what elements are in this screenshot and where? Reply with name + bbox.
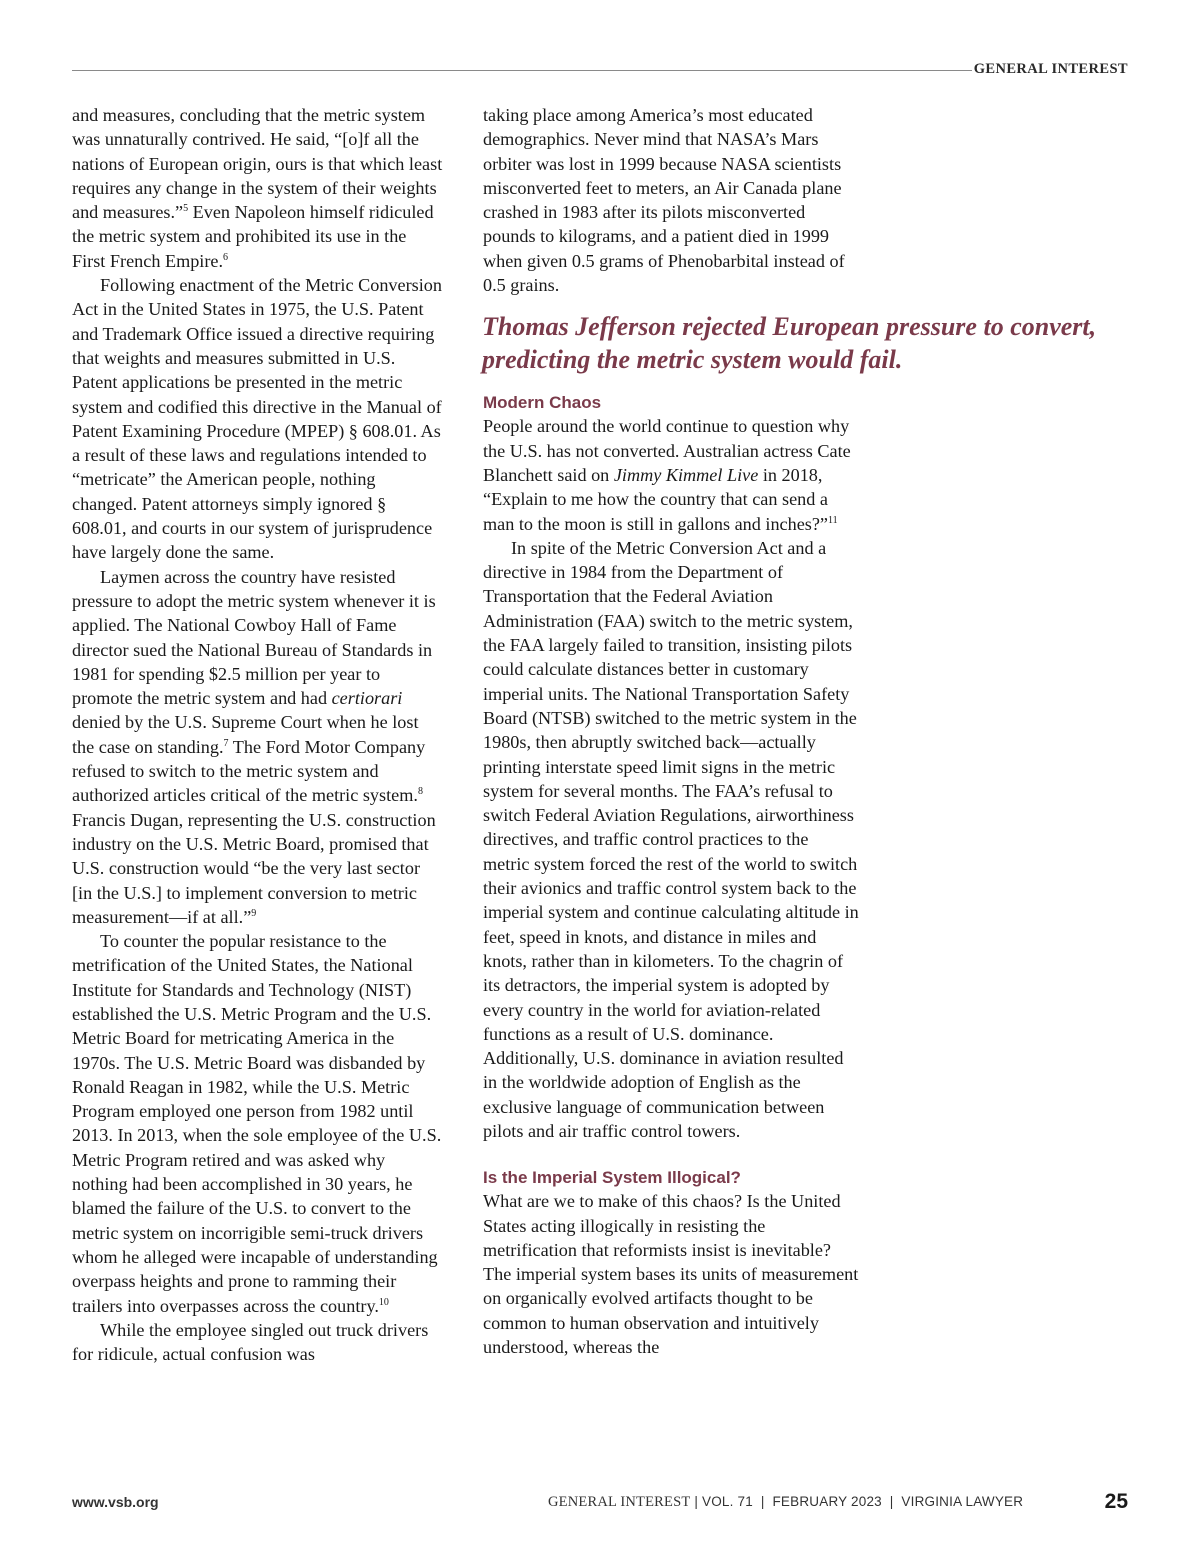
body-paragraph: In spite of the Metric Conversion Act and a directive in 1984 from the Department of Transportation that the Federal Aviation Administration (FAA) switch to the metric system, the FAA largely failed to transition, insisting pilots could calculate distances better in customary imperial units. The National Transportation Safety Board (NTSB) switched to the metric system in the 1980s, then abruptly switched back—actually printing interstate speed limit signs in the metric system for several months. The FAA’s refusal to switch Federal Aviation Regulations, airworthiness directives, and traffic control practices to the metric system forced the rest of the world to switch their avionics and traffic control system back to the imperial system and continue calculating altitude in feet, speed in knots, and distance in miles and knots, rather than in kilometers. To the chagrin of its detractors, the imperial system is adopted by every country in the world for aviation-related functions as a result of U.S. dominance. Additionally, U.S. dominance in aviation resulted in the worldwide adoption of English as the exclusive language of communication between pilots and air traffic control towers. [483, 537, 859, 1141]
body-paragraph: What are we to make of this chaos? Is the United States acting illogically in resisting the metrification that reformists insist is inevitable? The imperial system bases its units of measurement on organically evolved artifacts thought to be common to human observation and intuitively understood, whereas the [483, 1191, 859, 1358]
footnote-ref: 10 [378, 1296, 389, 1308]
footer-publication: VIRGINIA LAWYER [901, 1494, 1024, 1509]
footnote-ref: 5 [183, 203, 189, 215]
footer-section: GENERAL INTEREST [548, 1494, 691, 1510]
pull-quote: Thomas Jefferson rejected European pressure to convert, predicting the metric system would fail. [482, 312, 1097, 374]
section-heading-imperial-system: Is the Imperial System Illogical? [483, 1168, 741, 1188]
body-paragraph: and measures, concluding that the metric system was unnaturally contrived. He said, “[o]f all the nations of European origin, ours is that which least requires any change in the system of their weights and measures.”$^5$ Even Napoleon himself ridiculed the metric system and prohibited its use in the First French Empire.$^6$ [72, 105, 443, 271]
header-rule [72, 70, 972, 71]
body-paragraph: Following enactment of the Metric Conversion Act in the United States in 1975, the U.S. Patent and Trademark Office issued a directive requiring that weights and measures submitted in U.S. Patent applications be presented in the metric system and codified this directive in the Manual of Patent Examining Procedure (MPEP) § 608.01. As a result of these laws and regulations intended to “metricate” the American people, nothing changed. Patent attorneys simply ignored § 608.01, and courts in our system of jurisprudence have largely done the same. [72, 275, 442, 563]
body-paragraph: To counter the popular resistance to the metrification of the United States, the National Institute for Standards and Technology (NIST) established the U.S. Metric Program and the U.S. Metric Board for metricating America in the 1970s. The U.S. Metric Board was disbanded by Ronald Reagan in 1982, while the U.S. Metric Program employed one person from 1982 until 2013. In 2013, when the sole employee of the U.S. Metric Program retired and was asked why nothing had been accomplished in 30 years, he blamed the failure of the U.S. to convert to the metric system on incorrigible semi-truck drivers whom he alleged were incapable of understanding overpass heights and prone to ramming their trailers into overpasses across the country.$^{10}$ [72, 931, 442, 1316]
section-heading-modern-chaos: Modern Chaos [483, 393, 602, 413]
page-number: 25 [1104, 1490, 1128, 1513]
footnote-ref: 9 [251, 907, 257, 919]
right-column [483, 103, 859, 1359]
footnote-ref: 8 [417, 786, 423, 798]
footnote-ref: 7 [223, 737, 229, 749]
footer-date: FEBRUARY 2023 [772, 1494, 882, 1509]
footnote-ref: 6 [223, 251, 229, 263]
section-label: GENERAL INTEREST [973, 61, 1128, 77]
body-paragraph: While the employee singled out truck drivers for ridicule, actual confusion was [72, 1319, 429, 1365]
body-paragraph: People around the world continue to question why the U.S. has not converted. Australian actress Cate Blanchett said on Jimmy Kimmel Live in 2018, “Explain to me how the country that can send a man to the moon is still in gallons and inches?”$^{11}$ [483, 416, 851, 534]
footnote-ref: 11 [828, 514, 838, 526]
right-intro-paragraph: taking place among America’s most educated demographics. Never mind that NASA’s Mars orbiter was lost in 1999 because NASA scientists misconverted feet to meters, an Air Canada plane crashed in 1983 after its pilots misconverted pounds to kilograms, and a patient died in 1999 when given 0.5 grams of Phenobarbital instead of 0.5 grains. [483, 105, 845, 296]
footer-url: www.vsb.org [72, 1494, 159, 1510]
left-column [72, 103, 444, 1366]
footer-publication-info: GENERAL INTEREST | VOL. 71 | FEBRUARY 2023 | VIRGINIA LAWYER [548, 1494, 1024, 1510]
footer-volume: VOL. 71 [702, 1494, 753, 1509]
body-paragraph: Laymen across the country have resisted pressure to adopt the metric system whenever it is applied. The National Cowboy Hall of Fame director sued the National Bureau of Standards in 1981 for spending $2.5 million per year to promote the metric system and had certiorari denied by the U.S. Supreme Court when he lost the case on standing.$^7$ The Ford Motor Company refused to switch to the metric system and authorized articles critical of the metric system.$^8$ Francis Dugan, representing the U.S. construction industry on the U.S. Metric Board, promised that U.S. construction would “be the very last sector [in the U.S.] to implement conversion to metric measurement—if at all.”$^9$ [72, 566, 436, 927]
